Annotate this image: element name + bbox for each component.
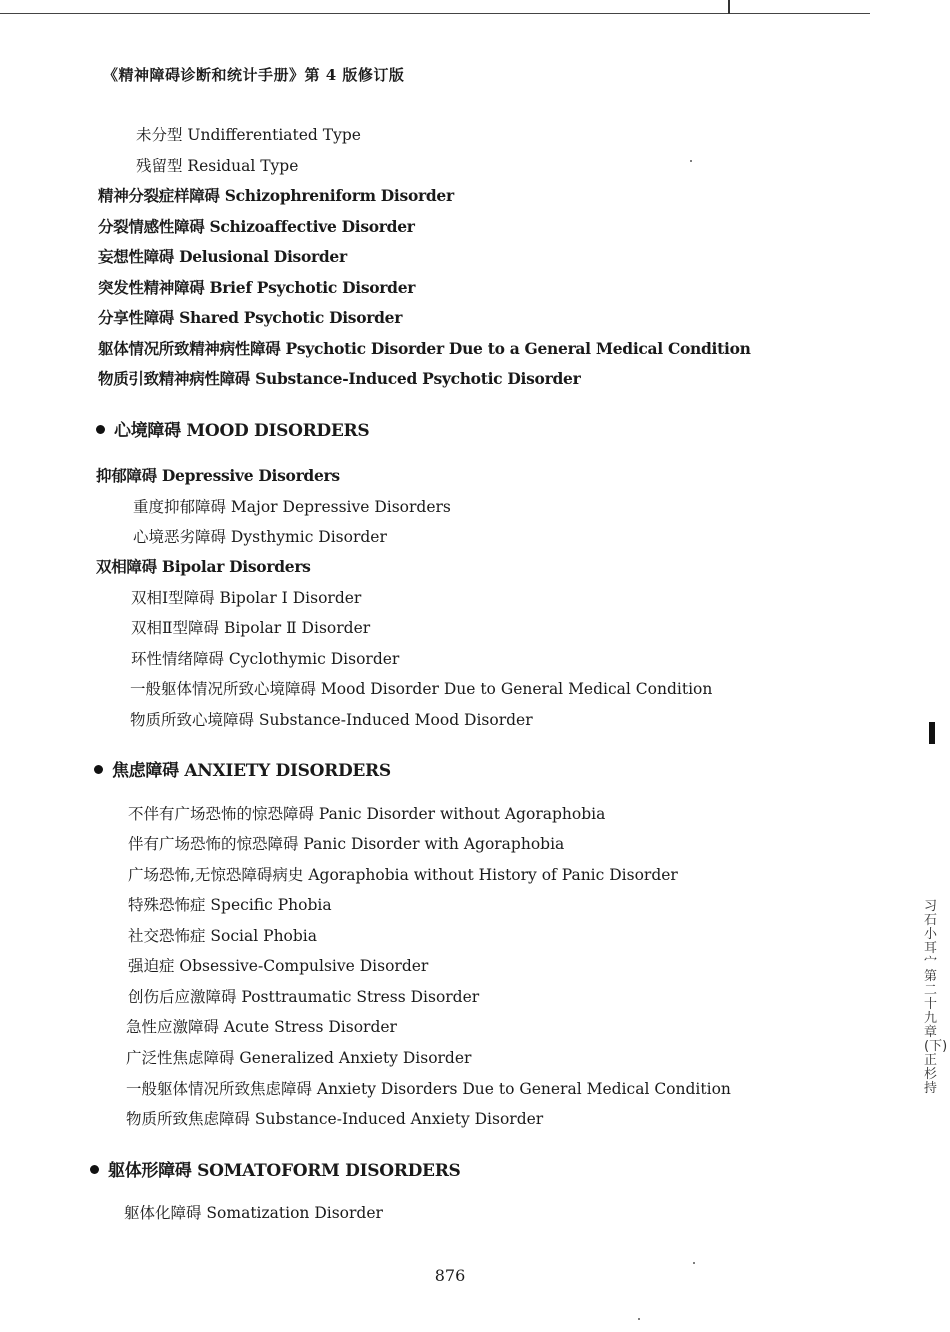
bullet-icon (94, 765, 103, 774)
list-item: 急性应激障碍 Acute Stress Disorder (126, 1018, 397, 1036)
list-item: 不伴有广场恐怖的惊恐障碍 Panic Disorder without Agoraphobia (128, 805, 606, 823)
top-rule (0, 13, 870, 14)
list-item: 强迫症 Obsessive-Compulsive Disorder (128, 957, 429, 975)
running-header: 《精神障碍诊断和统计手册》第 4 版修订版 (103, 66, 405, 84)
bullet-icon (90, 1165, 99, 1174)
edge-mark (929, 722, 935, 744)
scan-speck (693, 1262, 695, 1264)
list-item: 精神分裂症样障碍 Schizophreniform Disorder (98, 186, 454, 205)
section-heading-text: 躯体形障碍 SOMATOFORM DISORDERS (108, 1161, 461, 1181)
list-item: 未分型 Undifferentiated Type (136, 126, 361, 144)
list-item: 残留型 Residual Type (136, 157, 299, 175)
list-item: 一般躯体情况所致焦虑障碍 Anxiety Disorders Due to General Medical Condition (126, 1080, 731, 1098)
list-item: 伴有广场恐怖的惊恐障碍 Panic Disorder with Agoraphobia (128, 835, 565, 853)
section-heading-text: 心境障碍 MOOD DISORDERS (114, 421, 370, 441)
top-rule-tick (728, 0, 730, 14)
list-item: 双相Ⅰ型障碍 Bipolar Ⅰ Disorder (131, 589, 362, 607)
list-item: 广场恐怖,无惊恐障碍病史 Agoraphobia without History of Panic Disorder (128, 866, 678, 884)
list-item: 物质引致精神病性障碍 Substance-Induced Psychotic Disorder (98, 369, 581, 388)
list-item: 突发性精神障碍 Brief Psychotic Disorder (98, 278, 416, 297)
page-number: 876 (434, 1266, 466, 1285)
section-heading-mood (96, 416, 369, 441)
scan-speck (638, 1318, 640, 1320)
list-item: 社交恐怖症 Social Phobia (128, 927, 318, 945)
list-item: 创伤后应激障碍 Posttraumatic Stress Disorder (128, 988, 480, 1006)
section-heading-somatoform (90, 1156, 461, 1181)
list-item: 物质所致焦虑障碍 Substance-Induced Anxiety Disorder (126, 1110, 544, 1128)
list-item: 心境恶劣障碍 Dysthymic Disorder (133, 528, 387, 546)
list-item: 一般躯体情况所致心境障碍 Mood Disorder Due to General Medical Condition (130, 680, 713, 698)
list-item: 环性情绪障碍 Cyclothymic Disorder (131, 650, 400, 668)
list-item: 抑郁障碍 Depressive Disorders (96, 466, 340, 485)
section-heading-text: 焦虑障碍 ANXIETY DISORDERS (112, 761, 391, 781)
list-item: 双相障碍 Bipolar Disorders (96, 557, 311, 576)
list-item: 躯体化障碍 Somatization Disorder (124, 1204, 383, 1222)
list-item: 广泛性焦虑障碍 Generalized Anxiety Disorder (126, 1049, 472, 1067)
list-item: 分享性障碍 Shared Psychotic Disorder (98, 308, 403, 327)
list-item: 特殊恐怖症 Specific Phobia (128, 896, 332, 914)
list-item: 双相Ⅱ型障碍 Bipolar Ⅱ Disorder (131, 619, 371, 637)
list-item: 重度抑郁障碍 Major Depressive Disorders (133, 498, 451, 516)
bullet-icon (96, 425, 105, 434)
section-heading-anxiety (94, 756, 391, 781)
list-item: 妄想性障碍 Delusional Disorder (98, 247, 347, 266)
bleed-through-text: 习石小耳宀 第二十九章(下)正 杉持 (924, 899, 948, 1096)
list-item: 分裂情感性障碍 Schizoaffective Disorder (98, 217, 415, 236)
list-item: 躯体情况所致精神病性障碍 Psychotic Disorder Due to a General Medical Condition (98, 339, 751, 358)
scan-speck (690, 160, 692, 162)
list-item: 物质所致心境障碍 Substance-Induced Mood Disorder (130, 711, 533, 729)
